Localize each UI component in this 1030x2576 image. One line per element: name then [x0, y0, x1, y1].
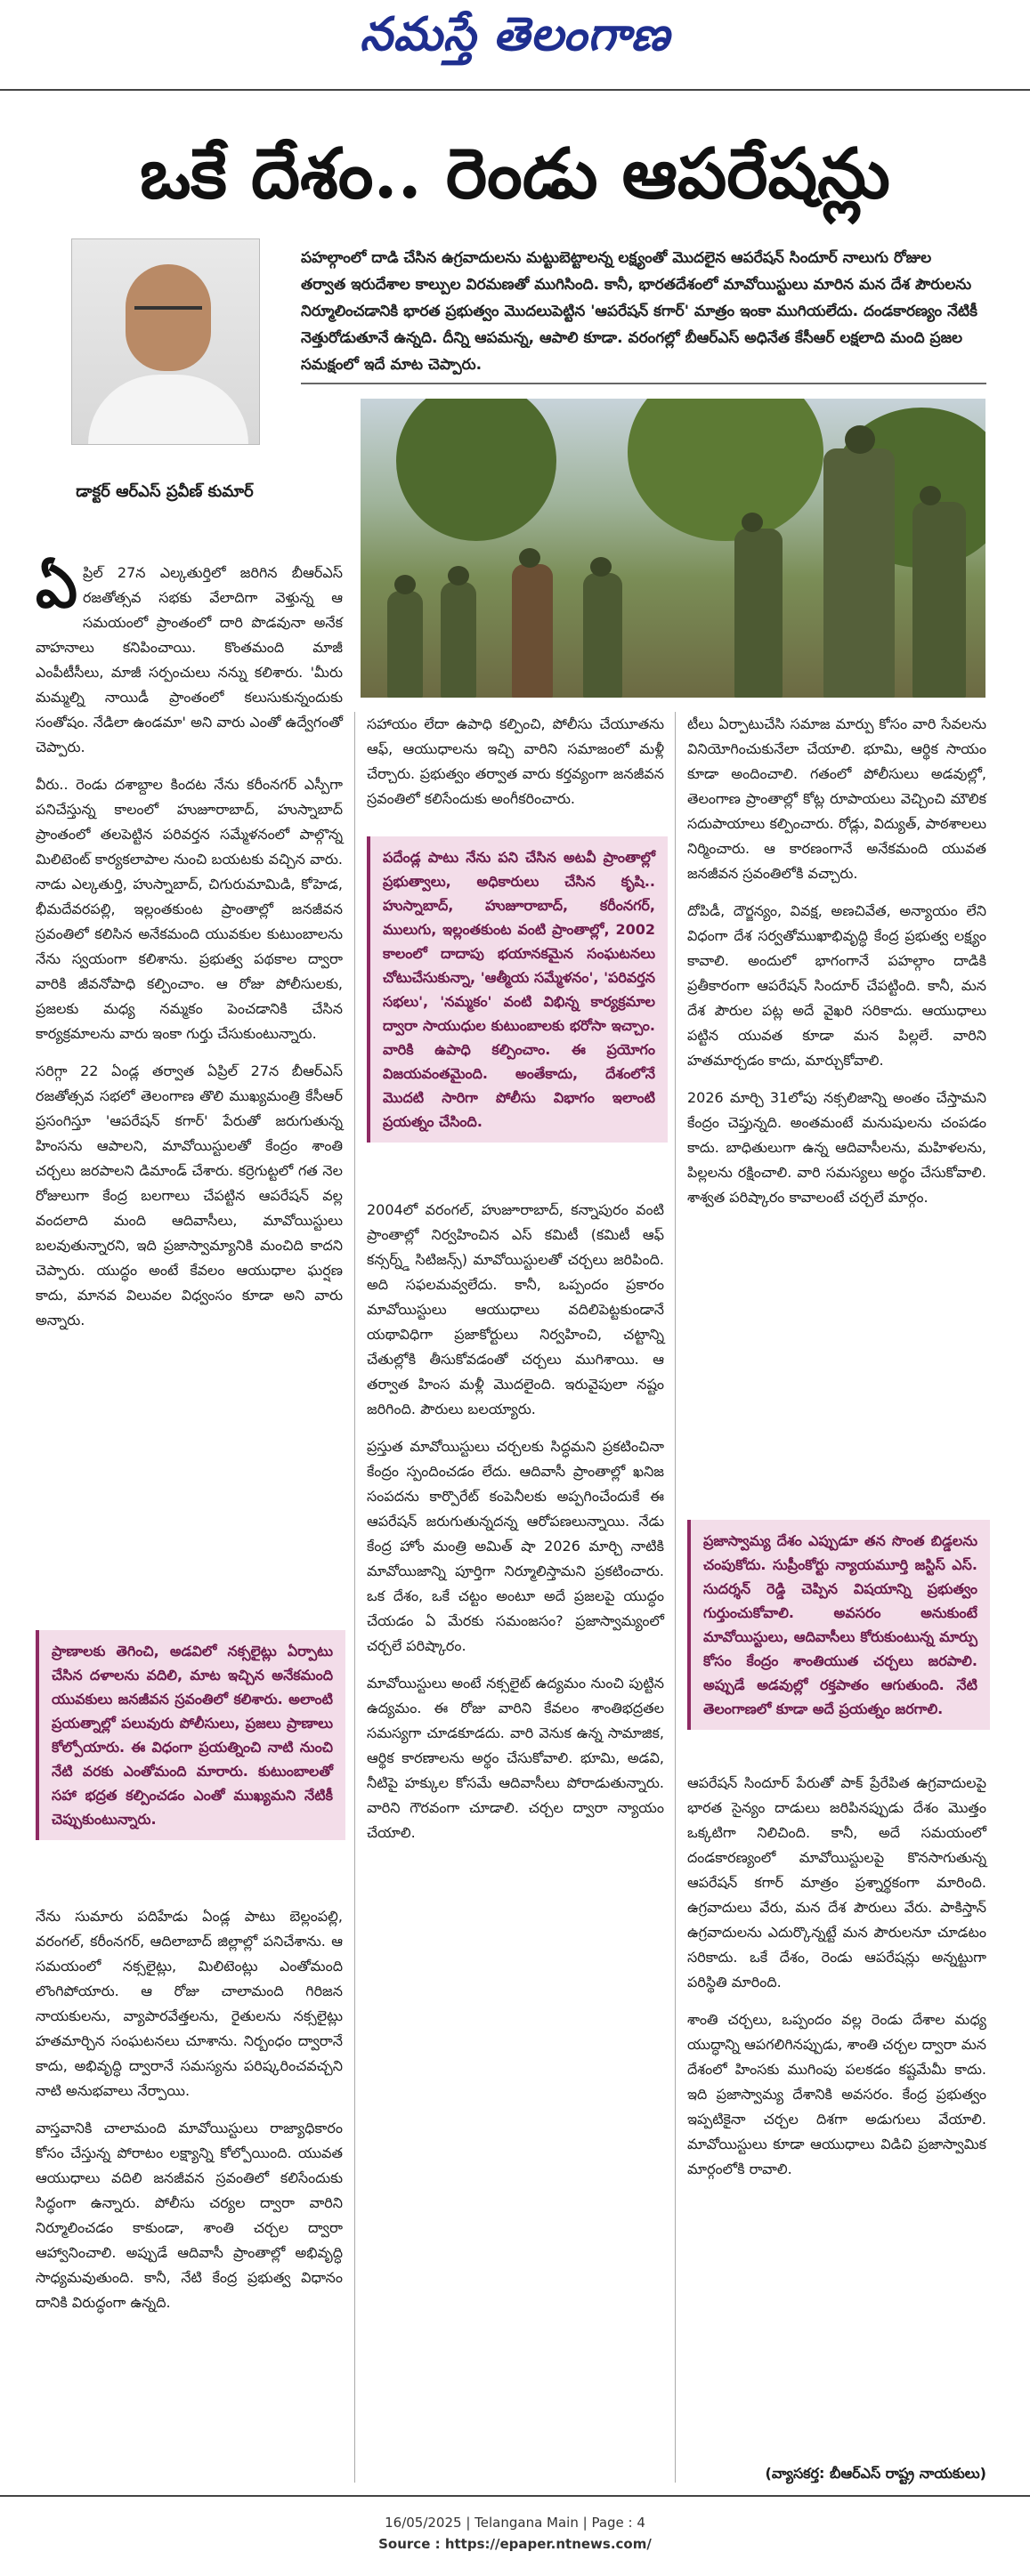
paragraph: వీరు.. రెండు దశాబ్దాల కిందట నేను కరీంనగర్ ఎస్పీగా పనిచేస్తున్న కాలంలో హుజూరాబాద్, హుస్నాబాద్ ప్రాంతంలో తలపెట్టిన పరివర్తన సమ్మేళనంలో పాల్గొన్న మిలిటెంట్ కార్యకలాపాల నుంచి బయటకు వచ్చిన వారు. నాడు ఎల్కతుర్తి, హుస్నాబాద్, చిగురుమామిడి, కోహెడ, భీమదేవరపల్లి, ఇల్లంతకుంట ప్రాంతాల్లో జనజీవన స్రవంతిలో కలిసిన అనేకమంది యువకుల కుటుంబాలను నేను స్వయంగా కలిశాను. ప్రభుత్వ పథకాల ద్వారా వారికి జీవనోపాధి కల్పించాం. ఆ రోజు పోలీసులకు, ప్రజలకు మధ్య నమ్మకం పెంచడానికి చేసిన కార్యక్రమాలను వారు ఇంకా గుర్తు చేసుకుంటున్నారు. [36, 776, 343, 1042]
paragraph: ఆపరేషన్ సిందూర్ పేరుతో పాక్ ప్రేరేపిత ఉగ్రవాదులపై భారత సైన్యం దాడులు జరిపినప్పుడు దేశం మొత్తం ఒక్కటిగా నిలిచింది. కానీ, అదే సమయంలో దండకారణ్యంలో మావోయిస్టులపై కొనసాగుతున్న ఆపరేషన్ కగార్ మాత్రం ప్రశ్నార్థకంగా మారింది. ఉగ్రవాదులు వేరు, మన దేశ పౌరులు వేరు. పాకిస్తాన్ ఉగ్రవాదులను ఎదుర్కొన్నట్టే మన పౌరులనూ చూడటం సరికాదు. ఒకే దేశం, రెండు ఆపరేషన్లు అన్నట్టుగా పరిస్థితి మారింది. [687, 1774, 986, 1991]
footer-source-link[interactable]: Source : https://epaper.ntnews.com/ [378, 2536, 652, 2552]
author-note: (వ్యాసకర్త: బీఆర్ఎస్ రాష్ట్ర నాయకులు) [765, 2465, 986, 2482]
paragraph [36, 553, 343, 760]
paragraph: నేను సుమారు పదిహేడు ఏండ్ల పాటు బెల్లంపల్లి, వరంగల్, కరీంనగర్, ఆదిలాబాద్ జిల్లాల్లో పనిచేశాను. ఆ సమయంలో నక్సలైట్లు, మిలిటెంట్లు ఎంతోమంది లొంగిపోయారు. ఆ రోజు చాలామంది గిరిజన నాయకులను, వ్యాపారవేత్తలను, రైతులను నక్సలైట్లు హతమార్చిన సంఘటనలు చూశాను. నిర్బంధం ద్వారానే కాదు, అభివృద్ధి ద్వారానే సమస్యను పరిష్కరించవచ్చని నాటి అనుభవాలు నేర్పాయి. [36, 1908, 343, 2099]
paragraph: 2026 మార్చి 31లోపు నక్సలిజాన్ని అంతం చేస్తామని కేంద్రం చెప్తున్నది. అంతమంటే మనుషులను చంపడం కాదు. బాధితులుగా ఉన్న ఆదివాసీలను, మహిళలను, పిల్లలను రక్షించాలి. వారి సమస్యలు అర్థం చేసుకోవాలి. శాశ్వత పరిష్కారం కావాలంటే చర్చలే మార్గం. [687, 1089, 986, 1206]
masthead-title: నమస్తే తెలంగాణ [360, 7, 670, 61]
column-2 [367, 712, 664, 824]
author-byline: డాక్టర్ ఆర్ఎస్ ప్రవీణ్ కుమార్ [76, 482, 254, 501]
paragraph: దోపిడీ, దౌర్జన్యం, వివక్ష, అణచివేత, అన్యాయం లేని విధంగా దేశ సర్వతోముఖాభివృద్ధి కేంద్ర ప్రభుత్వ లక్ష్యం కావాలి. అందులో భాగంగానే పహల్గాం దాడికి ప్రతీకారంగా ఆపరేషన్ సిందూర్ చేపట్టింది. కానీ, మన దేశ పౌరుల పట్ల అదే వైఖరి సరికాదు. ఆయుధాలు పట్టిన యువత కూడా మన పిల్లలే. వారిని హతమార్చడం కాదు, మార్చుకోవాలి. [687, 902, 986, 1069]
footer-divider [0, 2495, 1030, 2497]
drop-cap: ఏ [36, 553, 77, 621]
column-1-lower [36, 1904, 343, 2328]
column-3-lower [687, 1771, 986, 2194]
masthead [0, 0, 1030, 82]
article-headline: ఒకే దేశం.. రెండు ఆపరేషన్లు [140, 133, 890, 214]
paragraph: ప్రస్తుత మావోయిస్టులు చర్చలకు సిద్ధమని ప్రకటించినా కేంద్రం స్పందించడం లేదు. ఆదివాసీ ప్రాంతాల్లో ఖనిజ సంపదను కార్పొరేట్ కంపెనీలకు అప్పగించేందుకే ఈ ఆపరేషన్ జరుగుతున్నదన్న ఆరోపణలున్నాయి. నేడు కేంద్ర హోం మంత్రి అమిత్ షా 2026 మార్చి నాటికి మావోయిజాన్ని పూర్తిగా నిర్మూలిస్తామని ప్రకటించారు. ఒక దేశం, ఒకే చట్టం అంటూ అదే ప్రజలపై యుద్ధం చేయడం ఏ మేరకు సమంజసం? ప్రజాస్వామ్యంలో చర్చలే పరిష్కారం. [367, 1438, 664, 1654]
paragraph: వాస్తవానికి చాలామంది మావోయిస్టులు రాజ్యాధికారం కోసం చేస్తున్న పోరాటం లక్ష్యాన్ని కోల్పోయింది. యువత ఆయుధాలు వదిలి జనజీవన స్రవంతిలో కలిసేందుకు సిద్ధంగా ఉన్నారు. పోలీసు చర్యల ద్వారా వారిని నిర్మూలించడం కాకుండా, శాంతి చర్చల ద్వారా ఆహ్వానించాలి. అప్పుడే ఆదివాసీ ప్రాంతాల్లో అభివృద్ధి సాధ్యమవుతుంది. కానీ, నేటి కేంద్ర ప్రభుత్వ విధానం దానికి విరుద్ధంగా ఉన్నది. [36, 2120, 343, 2311]
intro-divider [301, 383, 986, 384]
article-photo [361, 399, 985, 698]
column-1 [36, 553, 343, 1345]
pull-quote: ప్రజాస్వామ్య దేశం ఎప్పుడూ తన సొంత బిడ్డలను చంపుకోదు. సుప్రీంకోర్టు న్యాయమూర్తి జస్టిస్ ఎస్. సుదర్శన్ రెడ్డి చెప్పిన విషయాన్ని ప్రభుత్వం గుర్తుంచుకోవాలి. అవసరం అనుకుంటే మావోయిస్టులు, ఆదివాసీలు కోరుకుంటున్న మార్పు కోసం కేంద్రం శాంతియుత చర్చలు జరపాలి. అప్పుడే అడవుల్లో రక్తపాతం ఆగుతుంది. నేటి తెలంగాణలో కూడా అదే ప్రయత్నం జరగాలి. [687, 1520, 990, 1730]
column-3 [687, 712, 986, 1223]
paragraph: 2004లో వరంగల్, హుజూరాబాద్, కన్నాపురం వంటి ప్రాంతాల్లో నిర్వహించిన ఎస్ కమిటీ (కమిటీ ఆఫ్ కన్సర్న్డ్ సిటిజన్స్) మావోయిస్టులతో చర్చలు జరిపింది. అది సఫలమవ్వలేదు. కానీ, ఒప్పందం ప్రకారం మావోయిస్టులు ఆయుధాలు వదిలిపెట్టకుండానే యథావిధిగా ప్రజాకోర్టులు నిర్వహించి, చట్టాన్ని చేతుల్లోకి తీసుకోవడంతో చర్చలు ముగిశాయి. ఆ తర్వాత హింస మళ్లీ మొదలైంది. ఇరువైపులా నష్టం జరిగింది. పౌరులు బలయ్యారు. [367, 1201, 664, 1417]
column-2-lower [367, 1198, 664, 1858]
column-divider [354, 712, 355, 2483]
pull-quote: పదేండ్ల పాటు నేను పని చేసిన అటవీ ప్రాంతాల్లో ప్రభుత్వాలు, అధికారులు చేసిన కృషి.. హుస్నాబాద్, హుజూరాబాద్, కరీంనగర్, ములుగు, ఇల్లంతకుంట వంటి ప్రాంతాల్లో, 2002 కాలంలో దాదాపు భయానకమైన సంఘటనలు చోటుచేసుకున్నా, 'ఆత్మీయ సమ్మేళనం', 'పరివర్తన సభలు', 'నమ్మకం' వంటి విభిన్న కార్యక్రమాల ద్వారా సాయుధుల కుటుంబాలకు భరోసా ఇచ్చాం. వారికి ఉపాధి కల్పించాం. ఈ ప్రయోగం విజయవంతమైంది. అంతేకాదు, దేశంలోనే మొదటి సారిగా పోలీసు విభాగం ఇలాంటి ప్రయత్నం చేసింది. [367, 836, 668, 1143]
author-photo [71, 238, 260, 445]
footer-date-line: 16/05/2025 | Telangana Main | Page : 4 [385, 2515, 645, 2531]
paragraph: సహాయం లేదా ఉపాధి కల్పించి, పోలీసు చేయూతను ఆఫ్, ఆయుధాలను ఇచ్చి వారిని సమాజంలో మళ్లీ చేర్చారు. ప్రభుత్వం తర్వాత వారు కర్తవ్యంగా జనజీవన స్రవంతిలో కలిసేందుకు అంగీకరించారు. [367, 715, 664, 807]
paragraph: టీలు ఏర్పాటుచేసి సమాజ మార్పు కోసం వారి సేవలను వినియోగించుకునేలా చేయాలి. భూమి, ఆర్థిక సాయం కూడా అందించాలి. గతంలో పోలీసులు అడవుల్లో, తెలంగాణ ప్రాంతాల్లో కోట్ల రూపాయలు వెచ్చించి మౌలిక సదుపాయాలు కల్పించారు. రోడ్లు, విద్యుత్, పాఠశాలలు నిర్మించారు. ఆ కారణంగానే అనేకమంది యువత జనజీవన స్రవంతిలోకి వచ్చారు. [687, 715, 986, 882]
paragraph-text: ప్రిల్ 27న ఎల్కతుర్తిలో జరిగిన బీఆర్ఎస్ రజతోత్సవ సభకు వేలాదిగా వెళ్తున్న ఆ సమయంలో ప్రాంతంలో దారి పొడవునా అనేక వాహనాలు కనిపించాయి. కొంతమంది మాజీ ఎంపీటీసీలు, మాజీ సర్పంచులు నన్ను కలిశారు. 'మీరు మమ్మల్ని నాయిడీ ప్రాంతంలో కలుసుకున్నందుకు సంతోషం. నేడిలా ఉండమా' అని వారు ఎంతో ఉద్వేగంతో చెప్పారు. [36, 564, 343, 755]
paragraph: శాంతి చర్చలు, ఒప్పందం వల్ల రెండు దేశాల మధ్య యుద్ధాన్ని ఆపగలిగినప్పుడు, శాంతి చర్చల ద్వారా మన దేశంలో హింసకు ముగింపు పలకడం కష్టమేమీ కాదు. ఇది ప్రజాస్వామ్య దేశానికి అవసరం. కేంద్ర ప్రభుత్వం ఇప్పటికైనా చర్చల దిశగా అడుగులు వేయాలి. మావోయిస్టులు కూడా ఆయుధాలు విడిచి ప్రజాస్వామిక మార్గంలోకి రావాలి. [687, 2011, 986, 2177]
masthead-divider [0, 89, 1030, 91]
paragraph: సరిగ్గా 22 ఏండ్ల తర్వాత ఏప్రిల్ 27న బీఆర్ఎస్ రజతోత్సవ సభలో తెలంగాణ తొలి ముఖ్యమంత్రి కేసీఆర్ ప్రసంగిస్తూ 'ఆపరేషన్ కగార్' పేరుతో జరుగుతున్న హింసను ఆపాలని, మావోయిస్టులతో కేంద్రం శాంతి చర్చలు జరపాలని డిమాండ్ చేశారు. కర్రెగుట్టలో గత నెల రోజులుగా కేంద్ర బలగాలు చేపట్టిన ఆపరేషన్ వల్ల వందలాది మంది ఆదివాసీలు, మావోయిస్టులు బలవుతున్నారని, ఇది ప్రజాస్వామ్యానికి మంచిది కాదని చెప్పారు. యుద్ధం అంటే కేవలం ఆయుధాల ఘర్షణ కాదు, మానవ విలువల విధ్వంసం కూడా అని వారు అన్నారు. [36, 1062, 343, 1328]
article-intro: పహల్గాంలో దాడి చేసిన ఉగ్రవాదులను మట్టుబెట్టాలన్న లక్ష్యంతో మొదలైన ఆపరేషన్ సిందూర్ నాలుగు రోజుల తర్వాత ఇరుదేశాల కాల్పుల విరమణతో ముగిసింది. కానీ, భారతదేశంలో మావోయిస్టులు మారిన మన దేశ పౌరులను నిర్మూలించడానికి భారత ప్రభుత్వం మొదలుపెట్టిన 'ఆపరేషన్ కగార్' మాత్రం ఇంకా ముగియలేదు. దండకారణ్యం నేటికీ నెత్తురోడుతూనే ఉన్నది. దీన్ని ఆపమన్న, ఆపాలి కూడా. వరంగల్లో బీఆర్ఎస్ అధినేత కేసీఆర్ లక్షలాది మంది ప్రజల సమక్షంలో ఇదే మాట చెప్పారు. [301, 249, 977, 374]
pull-quote: ప్రాణాలకు తెగించి, అడవిలో నక్సలైట్లు ఏర్పాటు చేసిన దళాలను వదిలి, మాట ఇచ్చిన అనేకమంది యువకులు జనజీవన స్రవంతిలో కలిశారు. అలాంటి ప్రయత్నాల్లో పలువురు పోలీసులు, ప్రజలు ప్రాణాలు కోల్పోయారు. ఈ విధంగా ప్రయత్నించి నాటి నుంచి నేటి వరకు ఎంతోమంది మారారు. కుటుంబాలతో సహా భద్రత కల్పించడం ఎంతో ముఖ్యమని నేటికీ చెప్పుకుంటున్నారు. [36, 1630, 345, 1840]
paragraph: మావోయిస్టులు అంటే నక్సలైట్ ఉద్యమం నుంచి పుట్టిన ఉద్యమం. ఈ రోజు వారిని కేవలం శాంతిభద్రతల సమస్యగా చూడకూడదు. వారి వెనుక ఉన్న సామాజిక, ఆర్థిక కారణాలను అర్థం చేసుకోవాలి. భూమి, అడవి, నీటిపై హక్కుల కోసమే ఆదివాసీలు పోరాడుతున్నారు. వారిని గౌరవంగా చూడాలి. చర్చల ద్వారా న్యాయం చేయాలి. [367, 1675, 664, 1841]
column-divider [675, 712, 676, 2483]
